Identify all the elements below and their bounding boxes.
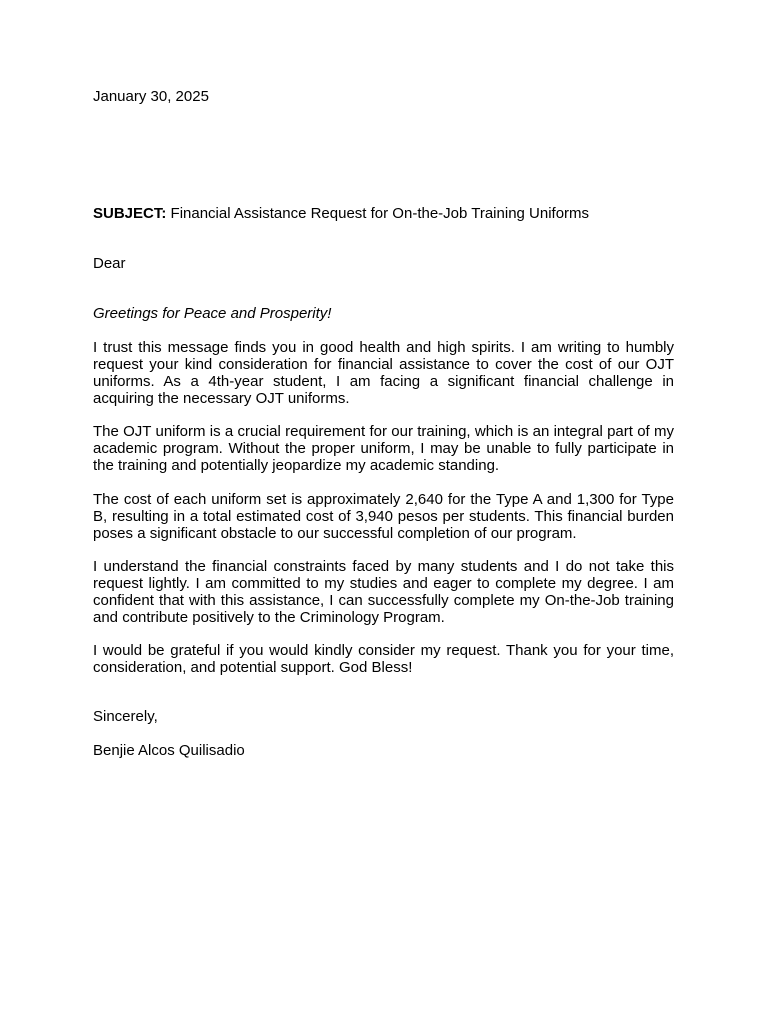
body-paragraph-1: I trust this message finds you in good health and high spirits. I am writing to humbly request your kind consideration for financial assistance to cover the cost of our OJT uniforms. As a 4th-year student, I am facing a significant financial challenge in acquiring the necessary OJT uniforms.: [93, 339, 674, 407]
letter-date: January 30, 2025: [93, 88, 209, 105]
greeting: Greetings for Peace and Prosperity!: [93, 305, 332, 322]
salutation: Dear: [93, 255, 126, 272]
body-paragraph-3: The cost of each uniform set is approximately 2,640 for the Type A and 1,300 for Type B, resulting in a total estimated cost of 3,940 pesos per students. This financial burden poses a significant obstacle to our successful completion of our program.: [93, 491, 674, 542]
body-paragraph-4: I understand the financial constraints faced by many students and I do not take this request lightly. I am committed to my studies and eager to complete my degree. I am confident that with this assistance, I can successfully complete my On-the-Job training and contribute positively to the Criminology Program.: [93, 558, 674, 626]
subject-label: SUBJECT:: [93, 205, 167, 222]
signature-name: Benjie Alcos Quilisadio: [93, 742, 245, 759]
closing: Sincerely,: [93, 708, 158, 725]
subject-text: Financial Assistance Request for On-the-Job Training Uniforms: [170, 205, 590, 222]
letter-subject: [93, 205, 674, 222]
body-paragraph-2: The OJT uniform is a crucial requirement for our training, which is an integral part of my academic program. Without the proper uniform, I may be unable to fully participate in the training and potentially jeopardize my academic standing.: [93, 423, 674, 474]
body-paragraph-5: I would be grateful if you would kindly consider my request. Thank you for your time, consideration, and potential support. God Bless!: [93, 642, 674, 676]
